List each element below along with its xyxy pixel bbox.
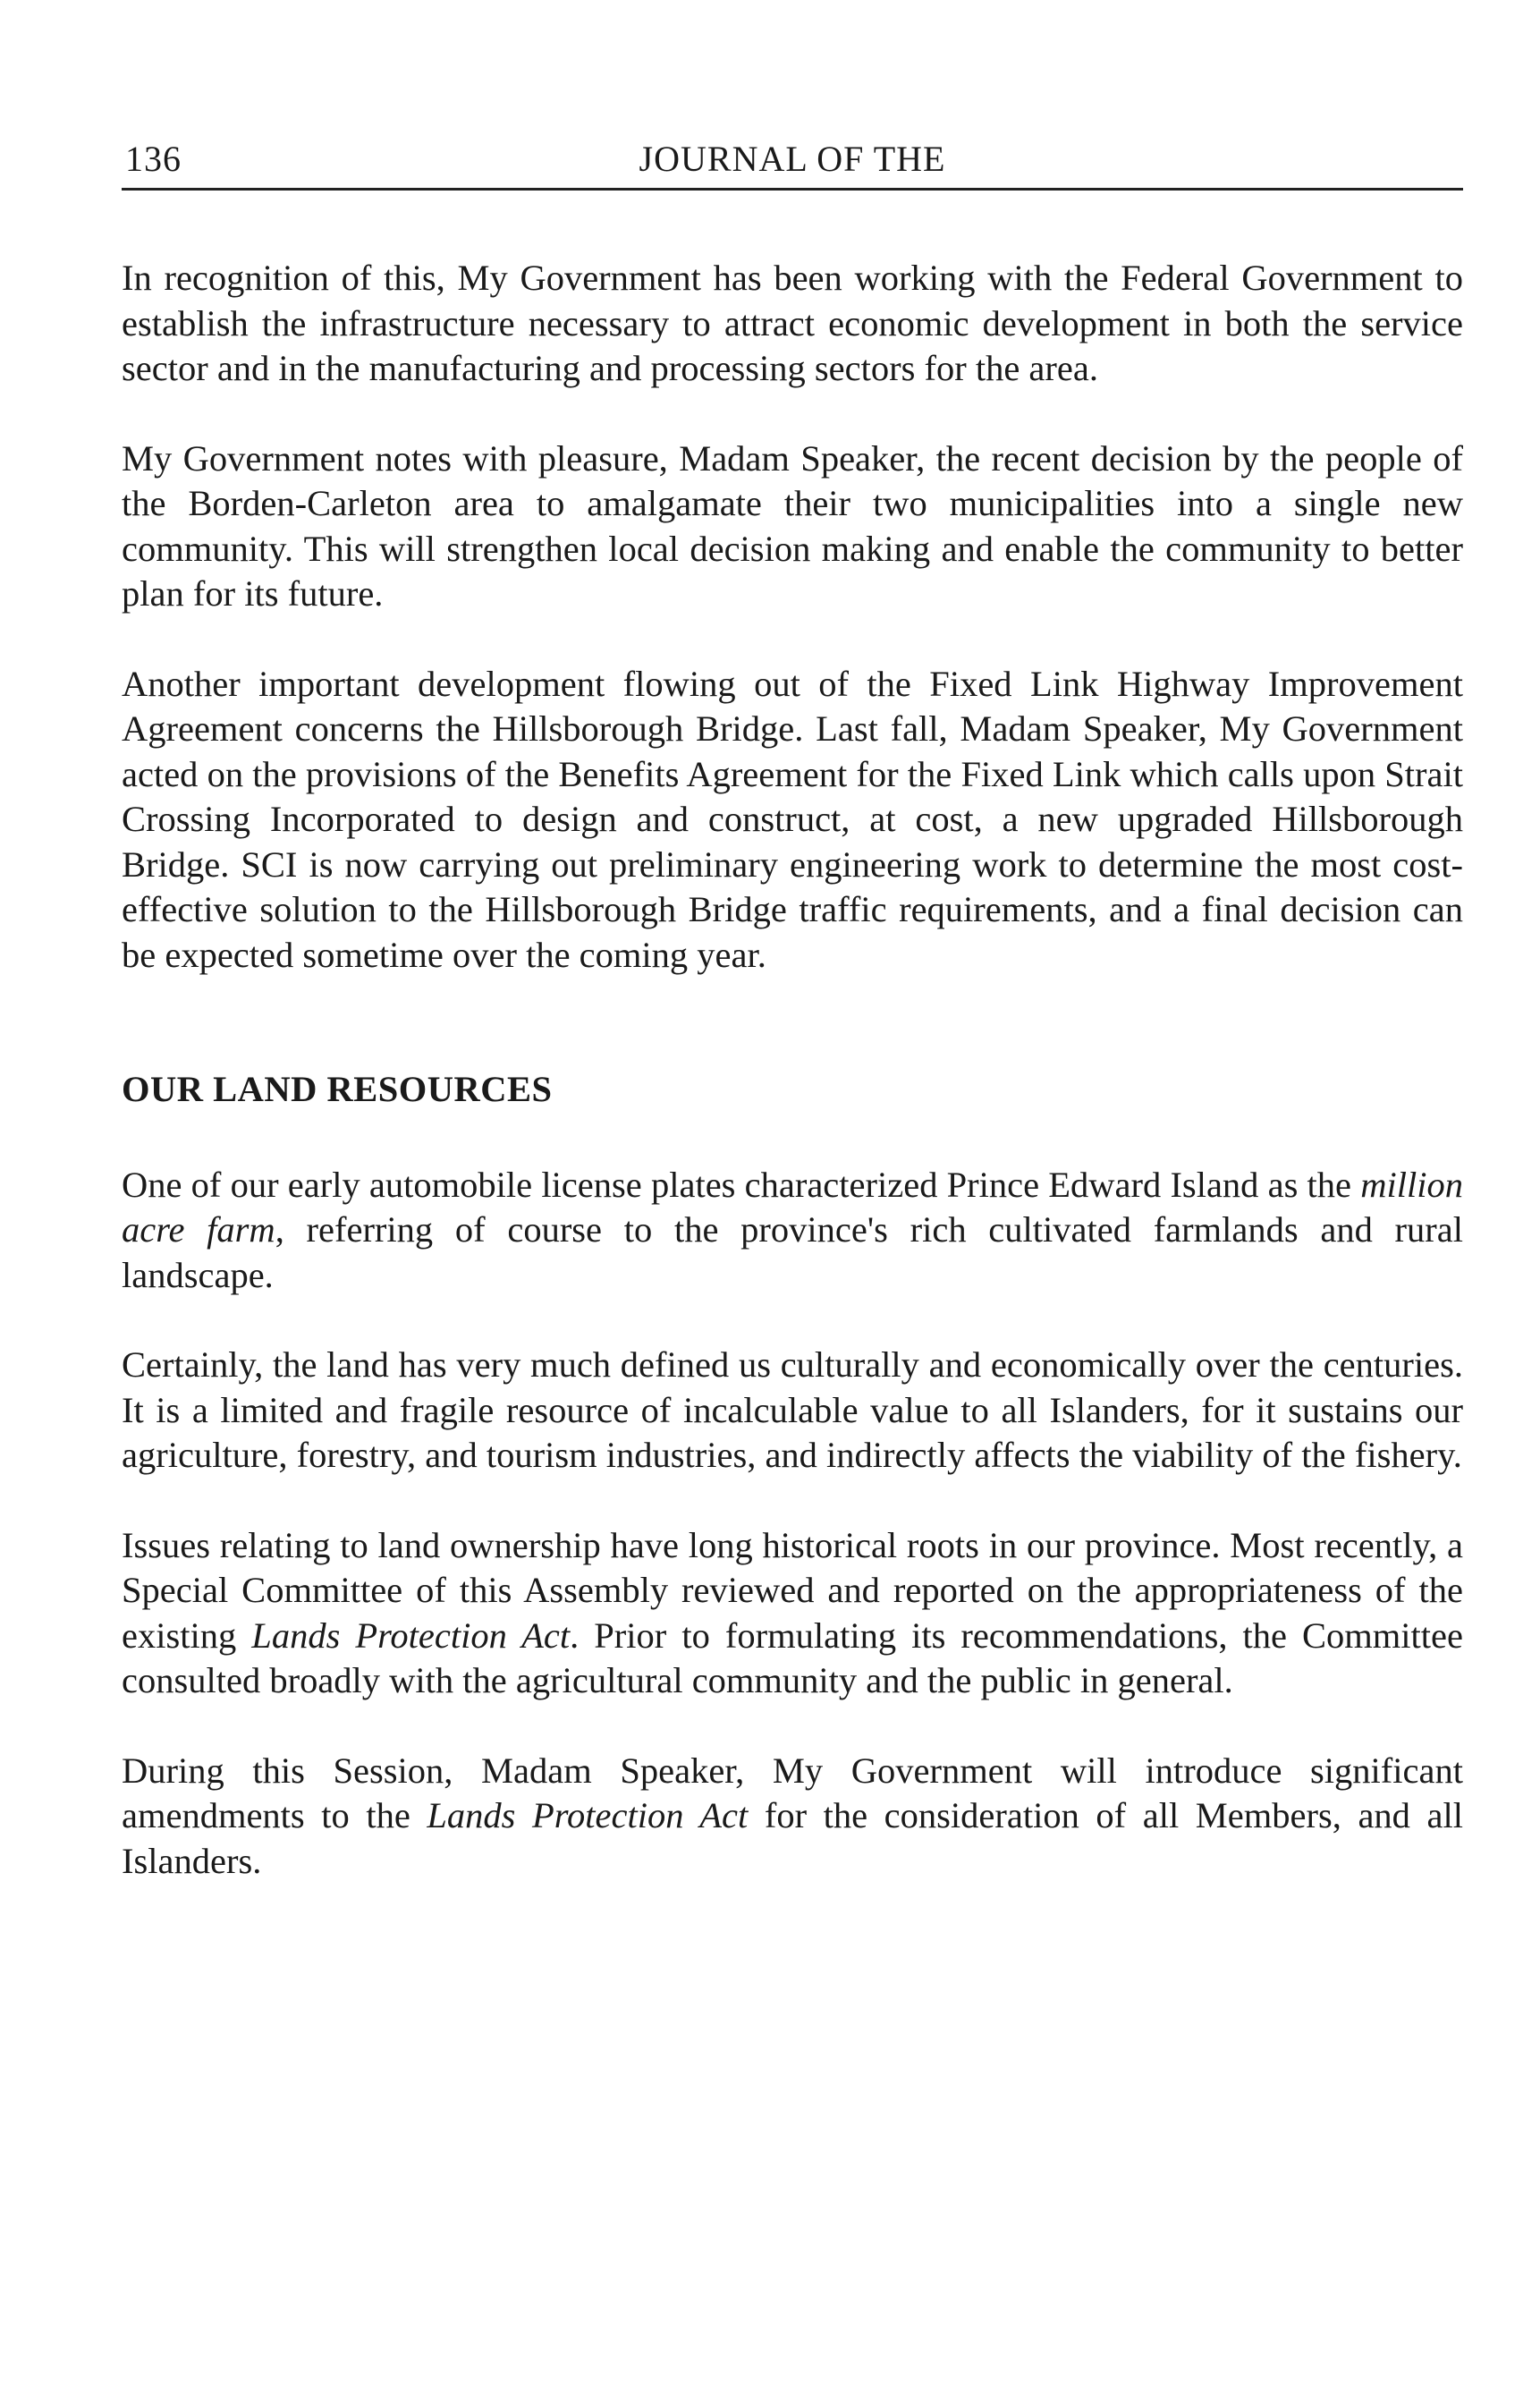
journal-title: JOURNAL OF THE bbox=[639, 139, 946, 179]
paragraph-land-defined: Certainly, the land has very much defined us culturally and economically over the centuries. It is a limited and fragile resource of incalculable value to all Islanders, for it sustains our agriculture, forestry, and tourism industries, and indirectly affects the viability of the fishery. bbox=[122, 1344, 1463, 1475]
text-run: . Prior to formulating its recommendations, the Committee consulted broadly with the agricultural community and the public in general. bbox=[122, 1615, 1463, 1700]
paragraph-hillsborough-bridge: Another important development flowing out of the Fixed Link Highway Improvement Agreement concerns the Hillsborough Bridge. Last fall, Madam Speaker, My Government acted on the provisions of the Benefits Agreement for the Fixed Link which calls upon Strait Crossing Incorporated to design and construct, at cost, a new upgraded Hillsborough Bridge. SCI is now carrying out preliminary engineering work to determine the most cost-effective solution to the Hillsborough Bridge traffic requirements, and a final decision can be expected sometime over the coming year. bbox=[122, 663, 1463, 975]
italic-act-title: Lands Protection Act bbox=[427, 1795, 749, 1835]
text-run: One of our early automobile license plates characterized Prince Edward Island as the bbox=[122, 1164, 1361, 1205]
text-run: Issues relating to land ownership have long historical roots in our province. Most recently, a Special Committee of this Assembly reviewed and reported on the appropriateness of the existing bbox=[122, 1524, 1463, 1656]
paragraph-amendments bbox=[122, 1749, 1463, 1885]
paragraph-recognition: In recognition of this, My Government has been working with the Federal Government to establish the infrastructure necessary to attract economic development in both the service sector and in the manufacturing and processing sectors for the area. bbox=[122, 258, 1463, 388]
page-number: 136 bbox=[125, 139, 182, 179]
body-text bbox=[122, 256, 1463, 1928]
running-header bbox=[122, 134, 1463, 191]
paragraph-borden-carleton: My Government notes with pleasure, Madam Speaker, the recent decision by the people of the Borden-Carleton area to amalgamate their two municipalities into a single new community. This will strengthen local decision making and enable the community to better plan for its future. bbox=[122, 437, 1463, 614]
section-heading: OUR LAND RESOURCES bbox=[122, 1069, 553, 1109]
italic-phrase: million acre farm bbox=[122, 1164, 1463, 1250]
text-run: During this Session, Madam Speaker, My Government will introduce significant amendments to the bbox=[122, 1750, 1463, 1835]
text-run: for the consideration of all Members, and all Islanders. bbox=[122, 1795, 1463, 1881]
paragraph-license-plates bbox=[122, 1163, 1463, 1299]
paragraph-land-ownership bbox=[122, 1523, 1463, 1704]
text-run: , referring of course to the province's rich cultivated farmlands and rural landscape. bbox=[122, 1209, 1463, 1295]
italic-act-title: Lands Protection Act bbox=[251, 1615, 571, 1656]
